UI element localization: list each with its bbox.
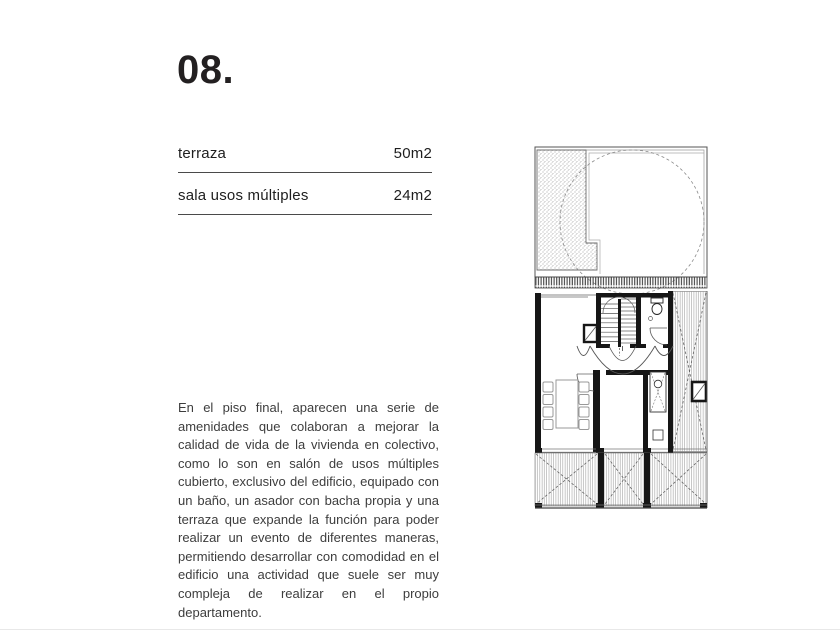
- page-number-heading: 08.: [177, 48, 235, 92]
- shaft-window: [584, 325, 597, 342]
- chair: [579, 395, 589, 405]
- toilet-bowl: [652, 304, 662, 315]
- bathroom-lower: [650, 372, 666, 440]
- spec-label: terraza: [178, 145, 227, 162]
- chair: [543, 407, 553, 417]
- terrace-area: [535, 147, 707, 294]
- chair: [579, 420, 589, 430]
- chair: [579, 407, 589, 417]
- spec-label: sala usos múltiples: [178, 187, 309, 204]
- chair: [543, 395, 553, 405]
- louver-screen: [672, 292, 707, 452]
- asador-counter: [577, 346, 673, 374]
- spec-row-terraza: [178, 140, 432, 173]
- door-swing: [650, 328, 667, 345]
- bathroom-top: [649, 298, 668, 345]
- chair: [543, 382, 553, 392]
- spec-value: 50m2: [393, 145, 432, 162]
- description-paragraph: En el piso final, aparecen una serie de amenidades que colaboran a mejorar la calidad de vida de la vivienda en colectivo, como lo son en salón de usos múltiples cubierto, exclusivo del edificio, equipado con un baño, un asador con bacha propia y una terraza que expande la función para poder realizar un evento de diferentes maneras, permitiendo desarrollar con comodidad en el edificio una actividad que suele ser muy compleja de realizar en el propio departamento.: [178, 400, 439, 620]
- sink-bowl: [654, 380, 662, 388]
- toilet-tank: [651, 298, 663, 303]
- fixture-box: [653, 430, 663, 440]
- balcony-screen: [535, 453, 707, 509]
- area-spec-table: [178, 140, 432, 224]
- deck-band: [535, 277, 707, 288]
- floor-drain: [649, 317, 653, 321]
- floor-plan-drawing: [530, 143, 710, 513]
- vanity: [650, 372, 666, 412]
- chair: [543, 420, 553, 430]
- chair: [579, 382, 589, 392]
- spec-row-sala-usos-multiples: [178, 182, 432, 215]
- facade-window: [692, 382, 706, 401]
- spec-value: 24m2: [393, 187, 432, 204]
- dining-table: [543, 380, 589, 430]
